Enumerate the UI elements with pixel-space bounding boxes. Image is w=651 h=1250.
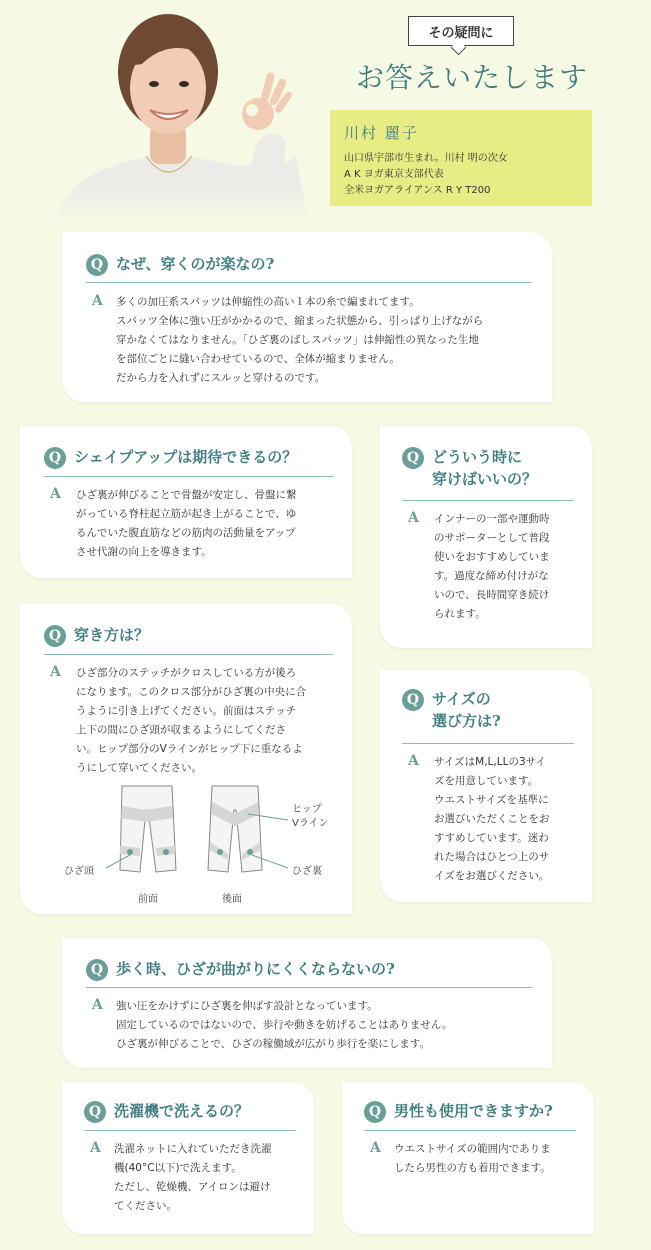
profile-line: 山口県宇部市生まれ。川村 明の次女: [344, 153, 508, 164]
answer-line: 強い圧をかけずにひざ裏を伸ばす設計となっています。: [116, 1000, 378, 1012]
question-text: 洗濯機で洗えるの？: [114, 1102, 250, 1120]
faq-question: [44, 624, 149, 647]
leggings-front-illustration: [120, 786, 176, 872]
question-mark-icon: Q: [402, 447, 424, 469]
question-text: [432, 688, 501, 732]
question-line: どういう時に: [432, 448, 523, 466]
divider: [44, 476, 334, 477]
answer-line: す。過度な締め付けがな: [434, 570, 549, 582]
leggings-back-illustration: [208, 786, 262, 872]
answer-line: サイズはM,L,LLの3サイ: [434, 756, 546, 768]
answer-line: 上下の間にひざ頭が収まるようにしてくださ: [76, 724, 286, 736]
answer-line: 機(40°C以下)で洗えます。: [114, 1162, 242, 1174]
hip-label-line: Vライン: [292, 818, 329, 829]
answer-mark-icon: A: [50, 664, 61, 680]
divider: [402, 500, 574, 501]
answer-line: 多くの加圧系スパッツは伸縮性の高い１本の糸で編まれてます。: [116, 296, 420, 308]
back-label: 後面: [222, 894, 242, 905]
answer-text: [76, 486, 344, 562]
question-text: 歩く時、ひざが曲がりにくくならないの?: [116, 960, 395, 978]
answer-line: うにして穿いてください。: [76, 762, 202, 774]
answer-line: 使いをおすすめしていま: [434, 551, 550, 563]
question-mark-icon: Q: [86, 959, 108, 981]
profile-line: A K ヨガ東京支部代表: [344, 169, 444, 180]
answer-text: [76, 664, 344, 778]
answer-line: い。ヒップ部分のVラインがヒップ下に重なるよ: [76, 743, 303, 755]
answer-line: スパッツ全体に強い圧がかかるので、縮まった状態から、引っぱり上げながら: [116, 315, 484, 327]
instructor-portrait-illustration: [46, 6, 316, 220]
profile-box: [330, 110, 592, 206]
knee-back-label: ひざ裏: [292, 866, 322, 877]
answer-line: したら男性の方も着用できます。: [394, 1162, 551, 1174]
divider: [44, 654, 334, 655]
answer-mark-icon: A: [92, 293, 103, 309]
header-callout: [408, 16, 514, 46]
knee-cap-label: ひざ頭: [64, 866, 94, 877]
answer-mark-icon: A: [50, 486, 61, 502]
answer-line: てください。: [114, 1200, 177, 1212]
answer-line: れた場合はひとつ上のサ: [434, 851, 550, 863]
answer-line: インナーの一部や運動時: [434, 513, 550, 525]
question-text: 男性も使用できますか?: [394, 1102, 553, 1120]
answer-line: 穿かなくてはなりません。「ひざ裏のばしスパッツ」は伸縮性の異なった生地: [116, 334, 479, 346]
hip-v-line-label: [292, 803, 329, 831]
answer-line: ズを用意しています。: [434, 775, 539, 787]
faq-question: [86, 958, 395, 981]
divider: [402, 743, 574, 744]
answer-mark-icon: A: [408, 510, 419, 526]
faq-question: [402, 688, 501, 732]
question-mark-icon: Q: [364, 1101, 386, 1123]
page-headline: お答えいたします: [355, 61, 588, 94]
answer-text: [116, 293, 536, 388]
question-line: 穿けばいいの？: [432, 470, 538, 488]
answer-line: お選びいただくことをお: [434, 813, 550, 825]
question-text: なぜ、穿くのが楽なの?: [116, 255, 275, 273]
faq-question: [84, 1100, 249, 1123]
answer-line: ひざ裏が伸びることで、ひざの稼働域が広がり歩行を楽にします。: [116, 1038, 430, 1050]
divider: [84, 1130, 296, 1131]
divider: [86, 282, 532, 283]
answer-line: 固定しているのではないので、歩行や動きを妨げることはありません。: [116, 1019, 453, 1031]
answer-mark-icon: A: [370, 1140, 381, 1156]
question-mark-icon: Q: [44, 625, 66, 647]
answer-line: になります。このクロス部分がひざ裏の中央に合: [76, 686, 307, 698]
question-line: 選び方は?: [432, 712, 501, 730]
question-text: シェイプアップは期待できるの？: [74, 448, 298, 466]
answer-line: 洗濯ネットに入れていただき洗濯: [114, 1143, 272, 1155]
answer-text: [394, 1140, 584, 1178]
faq-question: [402, 446, 537, 490]
answer-line: を部位ごとに縫い合わせているので、全体が縮まりません。: [116, 353, 400, 365]
answer-mark-icon: A: [408, 753, 419, 769]
faq-question: [364, 1100, 553, 1123]
faq-question: [86, 253, 274, 276]
profile-name: 川村 麗子: [344, 124, 419, 142]
answer-mark-icon: A: [92, 997, 103, 1013]
answer-line: るんでいた腹直筋などの筋肉の活動量をアップ: [76, 527, 296, 539]
hip-label-line: ヒップ: [292, 804, 322, 815]
answer-text: [434, 510, 584, 624]
question-mark-icon: Q: [84, 1101, 106, 1123]
header-callout-text: その疑問に: [428, 25, 494, 41]
answer-mark-icon: A: [90, 1140, 101, 1156]
divider: [86, 987, 532, 988]
answer-line: のサポーターとして普段: [434, 532, 550, 544]
answer-line: ウエストサイズの範囲内でありま: [394, 1143, 551, 1155]
question-text: 穿き方は？: [74, 626, 150, 644]
answer-text: [434, 753, 584, 886]
answer-line: ひざ部分のステッチがクロスしている方が後ろ: [76, 667, 297, 679]
answer-text: [114, 1140, 304, 1216]
instructor-photo: [46, 6, 316, 220]
answer-line: だから力を入れずにスルッと穿けるのです。: [116, 372, 326, 384]
answer-line: られます。: [434, 608, 486, 620]
answer-line: ウエストサイズを基準に: [434, 794, 549, 806]
answer-text: [116, 997, 536, 1054]
answer-line: イズをお選びください。: [434, 870, 550, 882]
answer-line: ただし、乾燥機、アイロンは避け: [114, 1181, 271, 1193]
faq-question: [44, 446, 297, 469]
answer-line: がっている脊柱起立筋が起き上がることで、ゆ: [76, 508, 297, 520]
answer-line: うように引き上げてください。前面はステッチ: [76, 705, 297, 717]
question-mark-icon: Q: [44, 447, 66, 469]
answer-line: いので、長時間穿き続け: [434, 589, 550, 601]
question-mark-icon: Q: [402, 689, 424, 711]
profile-line: 全米ヨガアライアンス R Y T200: [344, 185, 491, 196]
question-mark-icon: Q: [86, 254, 108, 276]
question-line: サイズの: [432, 690, 491, 708]
answer-line: すすめしています。迷わ: [434, 832, 549, 844]
divider: [364, 1130, 576, 1131]
answer-line: させ代謝の向上を導きます。: [76, 546, 212, 558]
front-label: 前面: [138, 894, 158, 905]
question-text: [432, 446, 537, 490]
answer-line: ひざ裏が伸びることで骨盤が安定し、骨盤に繋: [76, 489, 297, 501]
